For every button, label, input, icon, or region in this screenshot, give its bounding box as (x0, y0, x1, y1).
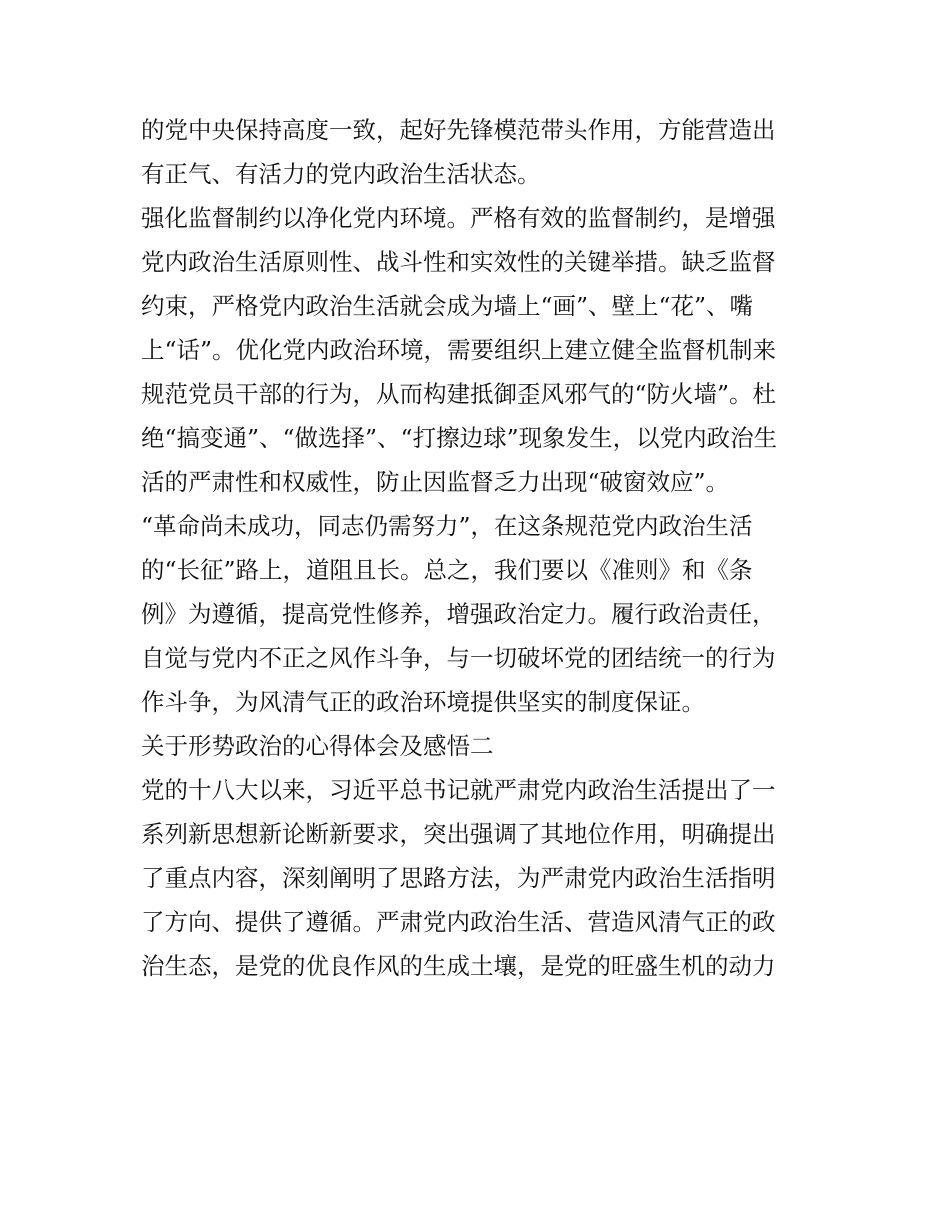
text-line: 活的严肃性和权威性，防止因监督乏力出现“破窗效应”。 (141, 468, 730, 496)
text-line: 规范党员干部的行为，从而构建抵御歪风邪气的“防火墙”。杜 (141, 380, 777, 408)
section-heading: 关于形势政治的心得体会及感悟二 (141, 732, 494, 760)
text-line: 有正气、有活力的党内政治生活状态。 (141, 160, 541, 188)
text-line: 系列新思想新论断新要求，突出强调了其地位作用，明确提出 (141, 820, 776, 848)
text-line: 自觉与党内不正之风作斗争，与一切破坏党的团结统一的行为 (141, 644, 776, 672)
document-body (141, 108, 821, 988)
text-line: 例》为遵循，提高党性修养，增强政治定力。履行政治责任， (141, 600, 776, 628)
text-line: 了重点内容，深刻阐明了思路方法，为严肃党内政治生活指明 (141, 864, 776, 892)
text-line: 的“长征”路上，道阻且长。总之，我们要以《准则》和《条 (141, 556, 753, 584)
text-line: 了方向、提供了遵循。严肃党内政治生活、营造风清气正的政 (141, 908, 776, 936)
text-line: 作斗争，为风清气正的政治环境提供坚实的制度保证。 (141, 688, 705, 716)
text-line: 绝“搞变通”、“做选择”、“打擦边球”现象发生，以党内政治生 (141, 424, 778, 452)
text-line: 治生态，是党的优良作风的生成土壤，是党的旺盛生机的动力 (141, 952, 776, 980)
text-line: 的党中央保持高度一致，起好先锋模范带头作用，方能营造出 (141, 116, 776, 144)
text-line: 上“话”。优化党内政治环境，需要组织上建立健全监督机制来 (141, 336, 777, 364)
text-line: 强化监督制约以净化党内环境。严格有效的监督制约，是增强 (141, 204, 776, 232)
text-line: “革命尚未成功，同志仍需努力”，在这条规范党内政治生活 (141, 512, 753, 540)
text-line: 党的十八大以来，习近平总书记就严肃党内政治生活提出了一 (141, 776, 776, 804)
text-line: 党内政治生活原则性、战斗性和实效性的关键举措。缺乏监督 (141, 248, 776, 276)
text-line: 约束，严格党内政治生活就会成为墙上“画”、壁上“花”、嘴 (141, 292, 754, 320)
